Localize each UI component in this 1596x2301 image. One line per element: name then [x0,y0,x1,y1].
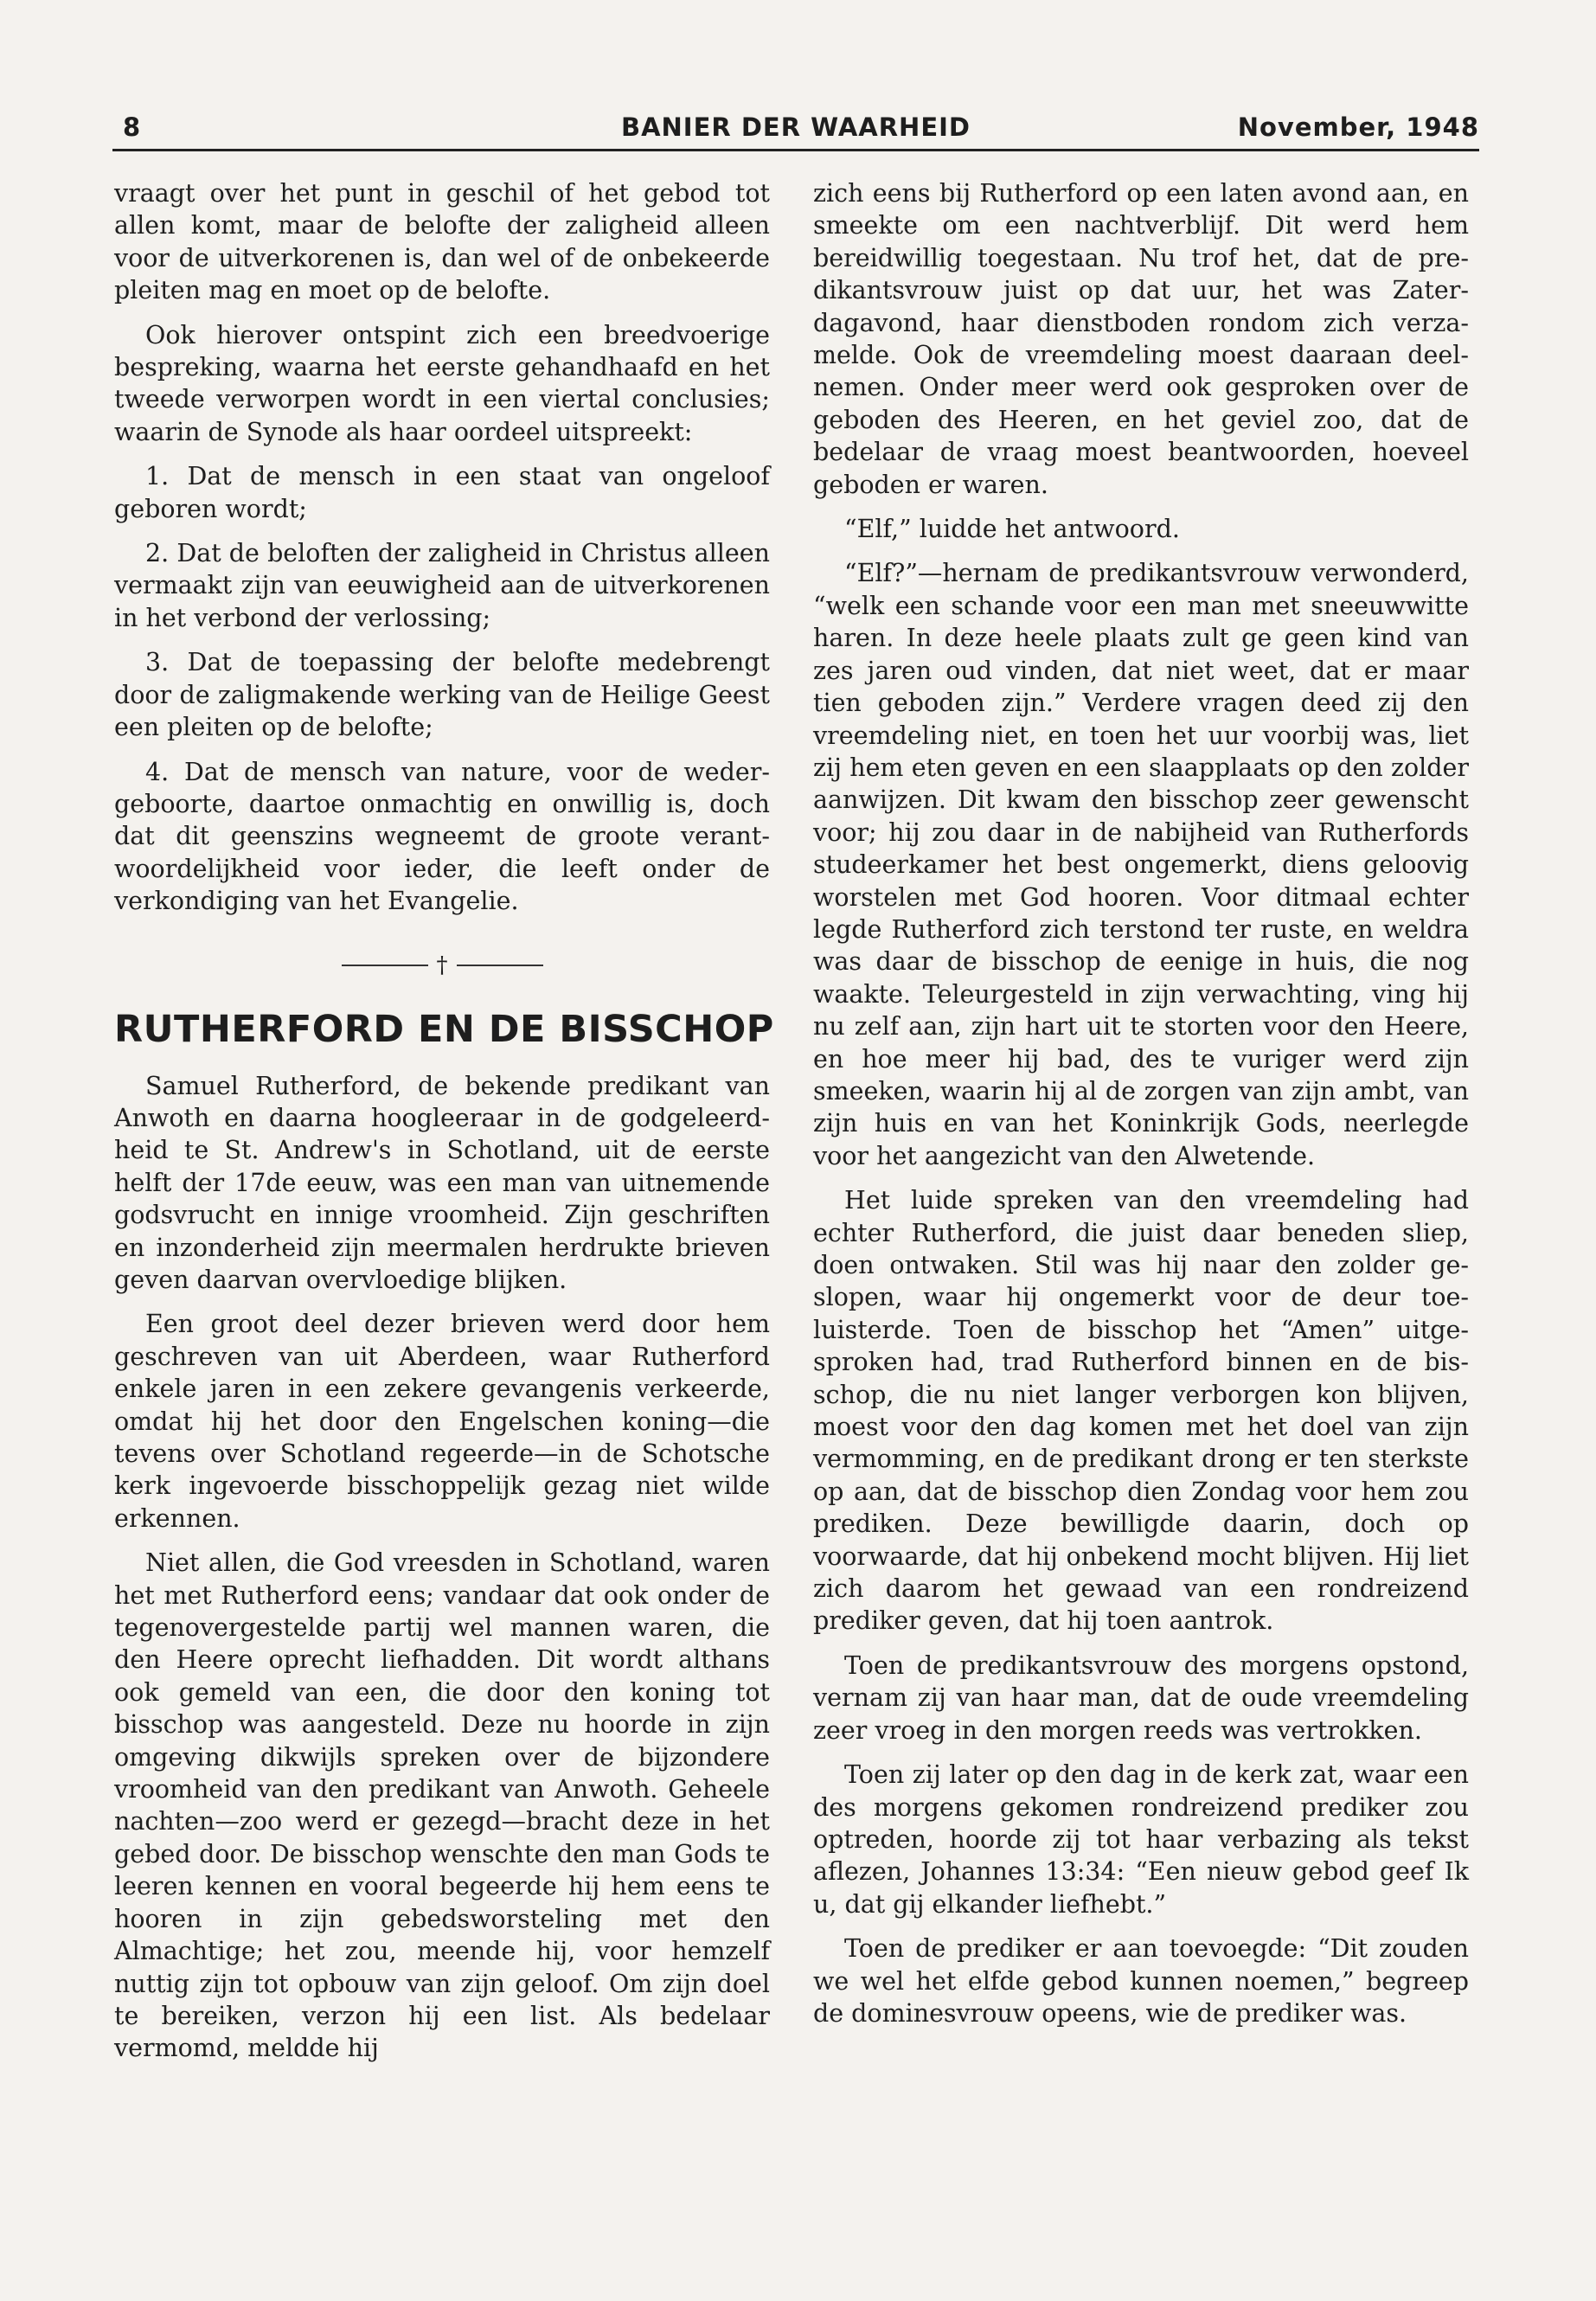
divider-line [342,965,428,966]
conclusion-item-1: 1. Dat de mensch in een staat van ongeloof geboren wordt; [114,462,770,523]
right-column [813,177,1469,2041]
article-heading: RUTHERFORD EN DE BISSCHOP [114,1007,774,1051]
conclusion-item-2: 2. Dat de beloften der zaligheid in Christus alleen vermaakt zijn van eeuwigheid aan de uitverkorenen in het verbond der verlossing; [114,539,770,632]
section-divider [114,952,770,978]
conclusion-item-3: 3. Dat de toepassing der belofte medebrengt door de zaligmakende werking van de Heilige Geest een pleiten op de belofte; [114,648,770,742]
divider-line [457,965,543,966]
paragraph: Het luide spreken van den vreemdeling had echter Rutherford, die juist daar beneden sliep, doen ontwaken. Stil was hij naar den zolder geslopen, waar hij ongemerkt voor de deur toeluisterde. Toen de bisschop het “Amen” uitgesproken had, trad Rutherford binnen en de bisschop, die nu niet langer verborgen kon blijven, moest voor den dag komen met het doel van zijn vermomming, en de predikant drong er ten sterkste op aan, dat de bisschop dien Zondag voor hem zou prediken. Deze bewilligde daarin, doch op voorwaarde, dat hij onbekend mocht blijven. Hij liet zich daarom het gewaad van een rondreizend prediker geven, dat hij toen aantrok. [813,1186,1469,1636]
paragraph: Toen zij later op den dag in de kerk zat, waar een des morgens gekomen rondreizend prediker zou optreden, hoorde zij tot haar verbazing als tekst aflezen, Johannes 13:34: “Een nieuw gebod geef Ik u, dat gij elkander liefhebt.” [813,1760,1469,1919]
publication-title: BANIER DER WAARHEID [620,112,971,142]
paragraph: Samuel Rutherford, de bekende predikant van Anwoth en daarna hoogleeraar in de godgeleerdheid te St. Andrew's in Schotland, uit de eerste helft der 17de eeuw, was een man van uitnemende godsvrucht en innige vroomheid. Zijn geschriften en inzonderheid zijn meermalen herdrukte brieven geven daarvan overvloedige blijken. [114,1071,770,1294]
paragraph: Een groot deel dezer brieven werd door hem geschreven van uit Aberdeen, waar Rutherford enkele jaren in een zekere gevangenis verkeerde, omdat hij het door den Engelschen koning—die tevens over Schotland regeerde—in de Schotsche kerk ingevoerde bisschoppelijk gezag niet wilde erkennen. [114,1310,770,1533]
paragraph: “Elf,” luidde het antwoord. [844,515,1180,544]
cross-icon: † [436,952,448,978]
paragraph: Ook hierover ontspint zich een breedvoerige bespreking, waarna het eerste gehandhaafd en het tweede verworpen wordt in een viertal conclusies; waarin de Synode als haar oordeel uitspreekt: [114,320,770,446]
paragraph: zich eens bij Rutherford op een laten avond aan, en smeekte om een nachtverblijf. Dit werd hem bereidwillig toegestaan. Nu trof het, dat de predikantsvrouw juist op dat uur, het was Zaterdagavond, haar dienstboden rondom zich verzamelde. Ook de vreemdeling moest daaraan deelnemen. Onder meer werd ook gesproken over de geboden des Heeren, en het geviel zoo, dat de bedelaar de vraag moest beantwoorden, hoeveel geboden er waren. [813,179,1469,499]
paragraph: Niet allen, die God vreesden in Schotland, waren het met Rutherford eens; vandaar dat ook onder de tegenovergestelde partij wel mannen waren, die den Heere oprecht liefhadden. Dit wordt althans ook gemeld van een, die door den koning tot bisschop was aangesteld. Deze nu hoorde in zijn omgeving dikwijls spreken over de bijzondere vroomheid van den predikant van Anwoth. Geheele nachten—zoo werd er gezegd—bracht deze in het gebed door. De bisschop wenschte den man Gods te leeren kennen en vooral begeerde hij hem eens te hooren in zijn gebedsworsteling met den Almachtige; het zou, meende hij, voor hemzelf nuttig zijn tot opbouw van zijn geloof. Om zijn doel te bereiken, verzon hij een list. Als bedelaar vermomd, meldde hij [114,1548,770,2063]
paragraph: “Elf?”—hernam de predikantsvrouw verwonderd, “welk een schande voor een man met sneeuwwitte haren. In deze heele plaats zult ge geen kind van zes jaren oud vinden, dat niet weet, dat er maar tien geboden zijn.” Verdere vragen deed zij den vreemdeling niet, en toen het uur voorbij was, liet zij hem eten geven en een slaapplaats op den zolder aanwijzen. Dit kwam den bisschop zeer gewenscht voor; hij zou daar in de nabijheid van Rutherfords studeerkamer het best ongemerkt, diens geloovig worstelen met God hooren. Voor ditmaal echter legde Rutherford zich terstond ter ruste, en weldra was daar de bisschop de eenige in huis, die nog waakte. Teleurgesteld in zijn verwachting, ving hij nu zelf aan, zijn hart uit te storten voor den Heere, en hoe meer hij bad, des te vuriger werd zijn smeeken, waarin hij al de zorgen van zijn ambt, van zijn huis en van het Koninkrijk Gods, neerlegde voor het aangezicht van den Alwetende. [813,559,1469,1170]
left-column [114,177,774,2077]
paragraph: Toen de predikantsvrouw des morgens opstond, vernam zij van haar man, dat de oude vreemdeling zeer vroeg in den morgen reeds was vertrokken. [813,1650,1469,1745]
conclusion-item-4: 4. Dat de mensch van nature, voor de wedergeboorte, daartoe onmachtig en onwillig is, doch dat dit geenszins wegneemt de groote verantwoordelijkheid voor ieder, die leeft onder de verkondiging van het Evangelie. [114,757,770,916]
paragraph: Toen de prediker er aan toevoegde: “Dit zouden we wel het elfde gebod kunnen noemen,” begreep de dominesvrouw opeens, wie de prediker was. [813,1934,1469,2028]
running-header [112,109,1479,151]
page-number: 8 [123,112,142,142]
issue-date: November, 1948 [1237,112,1479,142]
paragraph: vraagt over het punt in geschil of het gebod tot allen komt, maar de belofte der zaligheid alleen voor de uitverkorenen is, dan wel of de onbekeerde pleiten mag en moet op de belofte. [114,179,770,305]
